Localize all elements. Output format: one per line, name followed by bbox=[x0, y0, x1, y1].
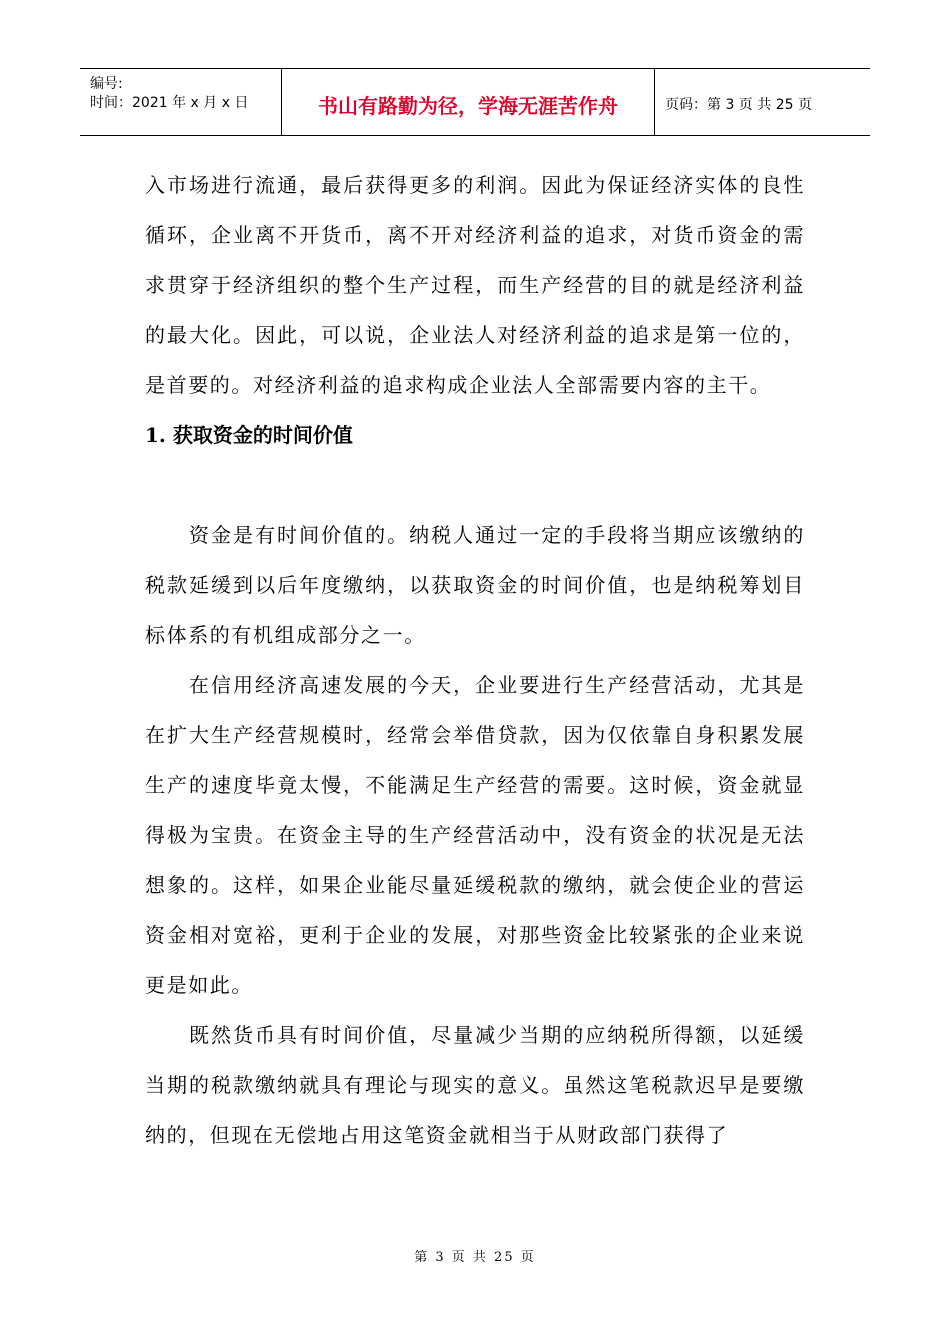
header-page-info: 页码：第 3 页 共 25 页 bbox=[665, 97, 812, 113]
paragraph: 既然货币具有时间价值，尽量减少当期的应纳税所得额，以延缓当期的税款缴纳就具有理论与现实的意义。虽然这笔税款迟早是要缴纳的，但现在无偿地占用这笔资金就相当于从财政部门获得了 bbox=[145, 1023, 805, 1147]
header-meta bbox=[80, 69, 282, 135]
header-motto: 书山有路勤为径，学海无涯苦作舟 bbox=[282, 69, 655, 135]
paragraph-continued: 入市场进行流通，最后获得更多的利润。因此为保证经济实体的良性循环，企业离不开货币，离不开对经济利益的追求，对货币资金的需求贯穿于经济组织的整个生产过程，而生产经营的目的就是经济利益的最大化。因此，可以说，企业法人对经济利益的追求是第一位的，是首要的。对经济利益的追求构成企业法人全部需要内容的主干。 bbox=[145, 173, 805, 397]
document-date: 时间：2021 年 x 月 x 日 bbox=[90, 95, 249, 111]
page-footer: 第 3 页 共 25 页 bbox=[414, 1250, 536, 1265]
section-spacer bbox=[145, 460, 805, 510]
paragraph: 资金是有时间价值的。纳税人通过一定的手段将当期应该缴纳的税款延缓到以后年度缴纳，以获取资金的时间价值，也是纳税筹划目标体系的有机组成部分之一。 bbox=[145, 523, 805, 647]
section-heading: 1. 获取资金的时间价值 bbox=[145, 423, 353, 447]
document-body bbox=[145, 160, 805, 1160]
page-header bbox=[80, 68, 870, 136]
document-number-label: 编号: bbox=[90, 76, 123, 92]
paragraph: 在信用经济高速发展的今天，企业要进行生产经营活动，尤其是在扩大生产经营规模时，经常会举借贷款，因为仅依靠自身积累发展生产的速度毕竟太慢，不能满足生产经营的需要。这时候，资金就显得极为宝贵。在资金主导的生产经营活动中，没有资金的状况是无法想象的。这样，如果企业能尽量延缓税款的缴纳，就会使企业的营运资金相对宽裕，更利于企业的发展，对那些资金比较紧张的企业来说更是如此。 bbox=[145, 673, 805, 997]
